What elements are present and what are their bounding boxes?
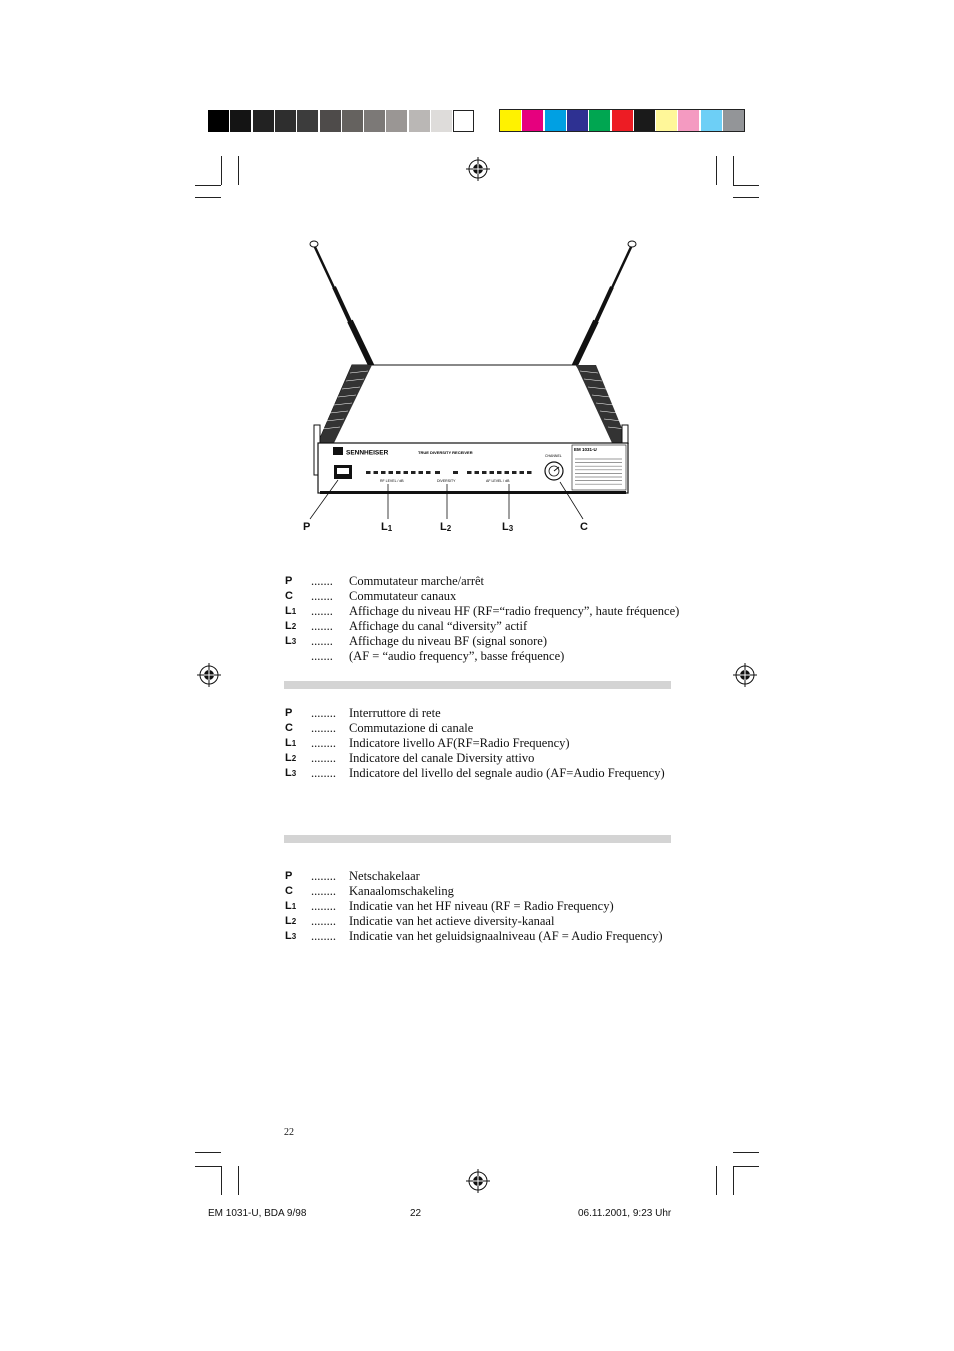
legend-row — [285, 619, 679, 634]
legend-row — [285, 914, 663, 929]
legend-row — [285, 604, 679, 619]
legend-text: Kanaalomschakeling — [349, 884, 454, 898]
brand-label: SENNHEISER — [346, 449, 389, 457]
registration-mark-icon — [466, 1169, 490, 1193]
legend-row — [285, 706, 665, 721]
section-divider — [284, 835, 671, 843]
legend-row — [285, 766, 665, 781]
legend-dots: ........ — [311, 929, 336, 943]
legend-key: P — [285, 707, 293, 719]
legend-key: L2 — [285, 915, 297, 927]
legend-text: Affichage du niveau BF (signal sonore) — [349, 634, 547, 648]
legend-dots: ........ — [311, 766, 336, 780]
section-divider — [284, 681, 671, 689]
legend-key: C — [285, 722, 293, 734]
registration-mark-icon — [733, 663, 757, 687]
callout-l3: $L_3$ — [502, 521, 514, 533]
af-level-label: AF LEVEL / dB — [486, 479, 510, 483]
legend-dots: ....... — [311, 589, 333, 603]
legend-row — [285, 751, 665, 766]
legend-italian — [285, 706, 665, 781]
legend-dots: ........ — [311, 869, 336, 883]
legend-dots: ........ — [311, 884, 336, 898]
gray-swatch — [253, 110, 274, 132]
legend-dots: ........ — [311, 751, 336, 765]
legend-key — [285, 649, 311, 664]
legend-text: Indicatie van het actieve diversity-kanaal — [349, 914, 555, 928]
legend-text: Indicatore livello AF(RF=Radio Frequency) — [349, 736, 570, 750]
callout-l1: $L_1$ — [381, 521, 393, 533]
legend-text: Indicatie van het geluidsignaalniveau (AF = Audio Frequency) — [349, 929, 663, 943]
gray-swatch — [386, 110, 407, 132]
gray-swatch — [230, 110, 251, 132]
legend-row — [285, 899, 663, 914]
product-label: TRUE DIVERSITY RECEIVER — [418, 450, 473, 455]
legend-text: Commutateur marche/arrêt — [349, 574, 485, 588]
legend-key: L1 — [285, 900, 297, 912]
gray-swatch — [320, 110, 341, 132]
gray-swatch — [275, 110, 296, 132]
footer-right: 06.11.2001, 9:23 Uhr — [578, 1208, 672, 1219]
legend-text: Interruttore di rete — [349, 706, 441, 720]
legend-text: Affichage du canal “diversity” actif — [349, 619, 528, 633]
legend-dots: ........ — [311, 706, 336, 720]
legend-row — [285, 736, 665, 751]
legend-key: P — [285, 870, 293, 882]
legend-text: Indicatie van het HF niveau (RF = Radio Frequency) — [349, 899, 614, 913]
diversity-label: DIVERSITY — [437, 479, 456, 483]
legend-key: P — [285, 575, 293, 587]
color-bar-frame — [499, 109, 745, 132]
legend-row — [285, 574, 679, 589]
callout-p: P — [303, 521, 311, 533]
legend-row — [285, 721, 665, 736]
legend-row — [285, 884, 663, 899]
callout-c: C — [580, 521, 588, 533]
legend-text: Indicatore del canale Diversity attivo — [349, 751, 535, 765]
legend-row — [285, 929, 663, 944]
gray-swatch — [364, 110, 385, 132]
channel-label: CHANNEL — [545, 454, 562, 458]
legend-key: L1 — [285, 737, 297, 749]
legend-key: L3 — [285, 635, 297, 647]
legend-key: L3 — [285, 767, 297, 779]
receiver-illustration — [300, 235, 640, 505]
legend-text: (AF = “audio frequency”, basse fréquence) — [349, 649, 565, 663]
legend-dots: ........ — [311, 914, 336, 928]
gray-swatch — [297, 110, 318, 132]
legend-row — [285, 634, 679, 649]
legend-dots: ....... — [311, 604, 333, 618]
legend-dots: ........ — [311, 899, 336, 913]
gray-swatch — [453, 110, 474, 132]
legend-dots: ........ — [311, 721, 336, 735]
legend-french — [285, 574, 679, 664]
registration-mark-icon — [466, 157, 490, 181]
right-antenna — [574, 241, 636, 367]
legend-dots: ........ — [311, 736, 336, 750]
legend-dots: ....... — [311, 619, 333, 633]
gray-swatch — [431, 110, 452, 132]
legend-text: Netschakelaar — [349, 869, 420, 883]
legend-text: Commutateur canaux — [349, 589, 457, 603]
footer-left: EM 1031-U, BDA 9/98 — [208, 1208, 307, 1219]
legend-key: L1 — [285, 605, 297, 617]
legend-text: Commutazione di canale — [349, 721, 474, 735]
legend-text: Affichage du niveau HF (RF=“radio frequency”, haute fréquence) — [349, 604, 680, 618]
gray-swatch — [342, 110, 363, 132]
gray-swatch — [208, 110, 229, 132]
legend-key: C — [285, 885, 293, 897]
legend-row — [285, 869, 663, 884]
legend-key: L2 — [285, 752, 297, 764]
footer-center: 22 — [410, 1208, 422, 1219]
legend-key: C — [285, 590, 293, 602]
registration-mark-icon — [197, 663, 221, 687]
legend-dots: ....... — [311, 649, 333, 663]
left-antenna — [310, 241, 372, 367]
callout-l2: $L_2$ — [440, 521, 452, 533]
page-number: 22 — [284, 1127, 294, 1138]
legend-dots: ....... — [311, 574, 333, 588]
legend-row — [285, 649, 679, 664]
legend-text: Indicatore del livello del segnale audio (AF=Audio Frequency) — [349, 766, 665, 780]
legend-key: L3 — [285, 930, 297, 942]
model-label: EM 1031-U — [574, 447, 597, 452]
rf-level-label: RF LEVEL / dB — [380, 479, 404, 483]
gray-swatch — [409, 110, 430, 132]
legend-dots: ....... — [311, 634, 333, 648]
legend-key: L2 — [285, 620, 297, 632]
legend-dutch — [285, 869, 663, 944]
legend-row — [285, 589, 679, 604]
